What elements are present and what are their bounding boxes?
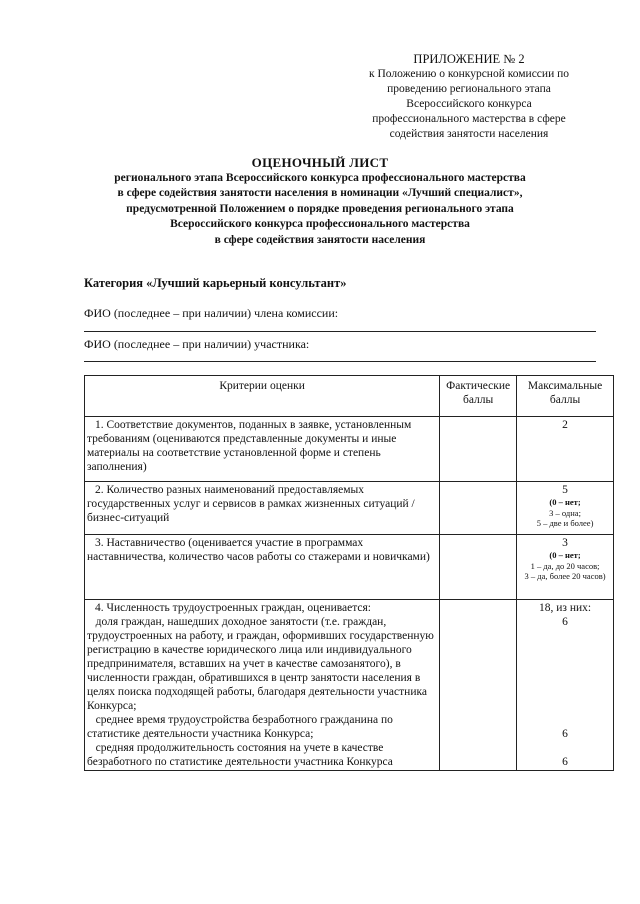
max-score-cell xyxy=(517,600,614,771)
title-main: ОЦЕНОЧНЫЙ ЛИСТ xyxy=(251,155,389,170)
fio-participant-label: ФИО (последнее – при наличии) участника: xyxy=(84,337,310,351)
header-criteria: Критерии оценки xyxy=(85,376,440,417)
max-score-cell xyxy=(517,482,614,535)
document-title xyxy=(80,155,560,248)
max-score: 3 xyxy=(562,537,568,549)
category-label: Категория «Лучший карьерный консультант» xyxy=(84,276,347,290)
actual-score-cell[interactable] xyxy=(440,535,517,600)
criterion-text xyxy=(85,482,440,535)
spacer xyxy=(519,629,611,727)
appendix-header xyxy=(350,52,588,142)
title-line: Всероссийского конкурса профессионального мастерства xyxy=(170,218,470,230)
criterion-text xyxy=(85,417,440,482)
actual-score-cell[interactable] xyxy=(440,600,517,771)
table-row xyxy=(85,535,614,600)
score-note: (0 – нет; xyxy=(549,550,581,560)
criterion-4-item xyxy=(87,713,437,741)
header-actual: Фактические баллы xyxy=(440,376,517,417)
appendix-line: Всероссийского конкурса xyxy=(406,98,532,110)
spacer xyxy=(519,741,611,755)
max-score: 6 xyxy=(562,756,568,768)
score-note: 1 – да, до 20 часов; xyxy=(530,560,600,571)
max-score: 6 xyxy=(562,616,568,628)
max-score-total: 18, из них: xyxy=(539,602,592,614)
appendix-number: ПРИЛОЖЕНИЕ № 2 xyxy=(413,52,525,66)
table-header-row xyxy=(85,376,614,417)
max-score-cell xyxy=(517,417,614,482)
score-note: (0 – нет; xyxy=(549,497,581,507)
appendix-line: проведению регионального этапа xyxy=(387,83,551,95)
criterion-text xyxy=(85,535,440,600)
appendix-line: содействия занятости населения xyxy=(389,128,549,140)
max-score: 5 xyxy=(562,484,568,496)
title-line: предусмотренной Положением о порядке проведения регионального этапа xyxy=(126,202,514,215)
appendix-line: к Положению о конкурсной комиссии по xyxy=(369,68,569,80)
criterion-3: 3. Наставничество (оценивается участие в программах наставничества, количество часов работы со стажерами и новичками) xyxy=(87,537,430,563)
criterion-4-item-text: среднее время трудоустройства безработного гражданина по статистике деятельности участника Конкурса; xyxy=(87,714,393,740)
criterion-text xyxy=(85,600,440,771)
criterion-4-intro: 4. Численность трудоустроенных граждан, оценивается: xyxy=(95,602,371,614)
title-line: в сфере содействия занятости населения xyxy=(214,233,426,246)
actual-score-cell[interactable] xyxy=(440,482,517,535)
table-row xyxy=(85,417,614,482)
table-row xyxy=(85,482,614,535)
appendix-line: профессионального мастерства в сфере xyxy=(372,113,566,125)
criterion-4-item-text: средняя продолжительность состояния на учете в качестве безработного по статистике деятельности участника Конкурса xyxy=(87,742,393,768)
fio-member-line[interactable] xyxy=(84,331,596,332)
score-note: 3 – да, более 20 часов) xyxy=(524,571,606,581)
score-note: 5 – две и более) xyxy=(536,518,594,528)
header-max: Максимальные баллы xyxy=(517,376,614,417)
fio-member-label: ФИО (последнее – при наличии) члена комиссии: xyxy=(84,306,339,320)
criterion-4-item xyxy=(87,615,437,713)
max-score-cell xyxy=(517,535,614,600)
criterion-2: 2. Количество разных наименований предоставляемых государственных услуг и сервисов в рамках жизненных ситуаций / бизнес-ситуаций xyxy=(87,484,415,524)
table-row xyxy=(85,600,614,771)
score-note: 3 – одна; xyxy=(549,507,581,518)
criterion-4-item xyxy=(87,741,437,769)
title-line: в сфере содействия занятости населения в номинации «Лучший специалист», xyxy=(117,187,523,199)
max-score: 2 xyxy=(562,419,568,431)
fio-participant-line[interactable] xyxy=(84,361,596,362)
criteria-table xyxy=(84,375,614,771)
title-line: регионального этапа Всероссийского конкурса профессионального мастерства xyxy=(114,171,526,184)
actual-score-cell[interactable] xyxy=(440,417,517,482)
criterion-1: 1. Соответствие документов, поданных в заявке, установленным требованиям (оцениваются представленные документы и иные материалы на соответствие установленной форме и степень заполнения) xyxy=(87,419,412,473)
max-score: 6 xyxy=(562,728,568,740)
criterion-4-item-text: доля граждан, нашедших доходное занятости (т.е. граждан, трудоустроенных на работу, и граждан, оформивших государственную регистрацию в качестве юридического лица или индивидуального предпринимателя, вставших на учет в качестве самозанятого), в численности граждан, обратившихся в центр занятости населения в целях поиска подходящей работы, благодаря деятельности участника Конкурса; xyxy=(87,616,434,712)
